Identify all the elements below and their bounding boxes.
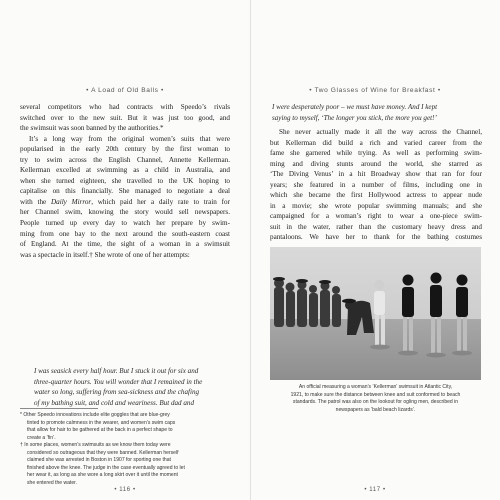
text-line: of England. At the time, the sight of a woman in a swimsuit [20, 240, 230, 249]
text-line: was a spectacle in itself.† She wrote of one of her attempts: [20, 250, 190, 259]
footnote-line: * Other Speedo innovations include elite goggles that are blue-grey [20, 412, 170, 418]
page-number-left: • 116 • [114, 487, 136, 493]
text-line: when she turned eighteen, she travelled to the UK hoping to [20, 176, 230, 185]
text-line: which she became the first Hollywood actress to appear nude [270, 191, 482, 200]
text-line: her Channel swim, knowing the story would sell newspapers. [20, 208, 230, 217]
quote-line: I was seasick every half hour. But I stuck it out for six and [34, 367, 199, 375]
paragraph-1 [20, 102, 230, 134]
caption-line: newspapers as ‘bald beach lizards’. [335, 406, 416, 413]
paragraph-2 [20, 134, 230, 261]
footnote-line: claimed she was arrested in Boston in 1907 for sporting one that [27, 457, 171, 464]
footnotes [20, 412, 232, 487]
text-line: ming from one bay to the next around the south-eastern coast [20, 229, 230, 238]
quote-line: of my bathing suit, and cold and weariness. But dad and [34, 398, 194, 407]
text-line: popularised in the early 20th century by the first woman to [20, 145, 230, 154]
footnote-line: she entered the water. [27, 479, 77, 486]
text-line: fame she garnered while trying. As well as performing swim- [270, 149, 482, 158]
running-head-right: • Two Glasses of Wine for Breakfast • [309, 87, 441, 94]
quote-line: saying to myself, ‘The longer you stick, the more you get!’ [272, 113, 437, 122]
footnote-line: tinted to promote calmness in the wearer, and women’s swim caps [27, 419, 176, 426]
paragraph-3 [270, 127, 482, 243]
quote-line: I were desperately poor – we must have money. And I kept [272, 103, 438, 111]
running-head-left: • A Load of Old Balls • [86, 87, 164, 94]
text-line: the swimsuit was soon banned by the authorities.* [20, 124, 164, 133]
photo-caption [270, 384, 481, 414]
text-line: capitalise on this financially. She managed to negotiate a deal [20, 187, 230, 196]
footnote-divider [20, 408, 98, 409]
text-line: in a movie; she wrote popular swimming manuals; and she [270, 201, 482, 210]
text-line: People turned up every day to watch her prepare by swim- [20, 219, 230, 228]
right-page [250, 0, 500, 500]
right-body-text [270, 127, 482, 243]
caption-line: An official measuring a woman’s ‘Kellerman’ swimsuit in Atlantic City, [298, 384, 453, 390]
text-line: but Kellerman did build a rich and varied career from the [270, 138, 482, 147]
beach-photo [270, 247, 481, 380]
text-line: try to swim across the English Channel, Annette Kellerman. [20, 155, 230, 164]
text-line: pantaloons. We have her to thank for the bathing costumes [270, 233, 482, 242]
footnote-line: considered so outrageous that they were banned. Kellerman herself [27, 449, 179, 456]
text-line: ming and diving stunts around the world, she starred as [270, 159, 482, 168]
text-line: ‘The Diving Venus’ in a hit Broadway show that ran for four [270, 170, 482, 179]
text-line: Kellerman excelled at swimming as a child in Australia, and [20, 166, 230, 175]
left-block-quote [34, 366, 230, 408]
quote-line: water so long, suffering from sea-sickness and the chafing [34, 388, 200, 397]
text-line-daily-mirror: with the Daily Mirror, which paid her a daily rate to train for [20, 197, 230, 206]
text-line: suit in the water, rather than the customary heavy dress and [270, 222, 482, 231]
quote-line: three-quarter hours. You will wonder that I remained in the [34, 377, 203, 386]
footnote-line: her wear it, as long as she wore a long skirt over it until the moment [27, 472, 178, 479]
footnote-line: that allow for hair to be gathered at the back in a perfect shape to [27, 427, 173, 434]
right-block-quote [272, 102, 482, 123]
caption-line: standards. The patrol was also on the lookout for ogling men, described in [292, 399, 459, 405]
page-number-right: • 117 • [364, 487, 386, 493]
text-line: She never actually made it all the way across the Channel, [279, 128, 482, 136]
beach-photo-illustration [270, 247, 481, 380]
caption-line: 1921, to make sure the distance between knee and suit conformed to beach [290, 391, 461, 398]
footnote-line: finished above the knee. The judge in the case eventually agreed to let [27, 464, 185, 471]
text-line: years; she featured in a number of films, including one in [270, 180, 482, 189]
text-line: several competitors who had contracts with Speedo’s rivals [20, 103, 230, 111]
left-body-text [20, 102, 230, 260]
footnote-line: create a ‘fin’. [27, 434, 56, 441]
text-line: campaigned for a woman’s right to wear a one-piece swim- [270, 212, 482, 221]
text-line: switched over to the new suit. But it was just too good, and [20, 113, 230, 122]
footnote-line: † In some places, women’s swimsuits as we know them today were [20, 442, 171, 449]
text-line: It’s a long way from the original women’s suits that were [29, 134, 230, 143]
